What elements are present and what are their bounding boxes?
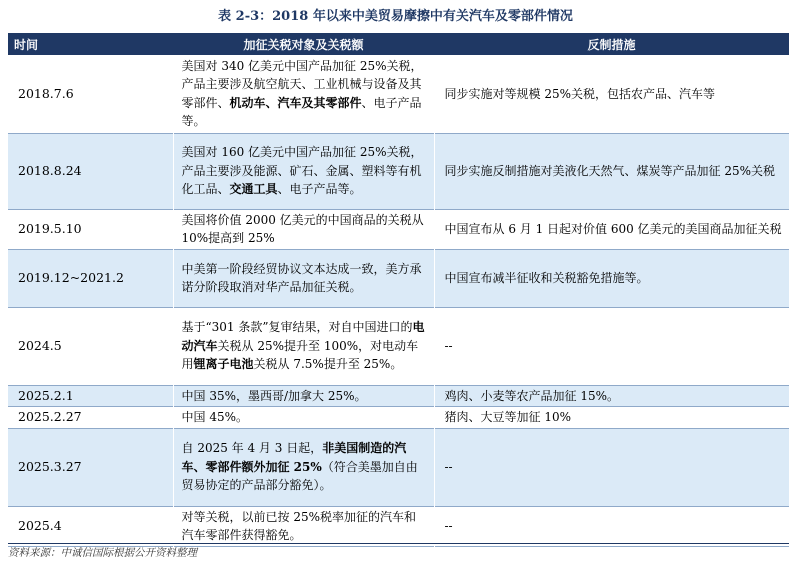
- cell-date: 2025.3.27: [8, 428, 173, 506]
- cell-date: 2019.12~2021.2: [8, 249, 173, 307]
- cell-date: 2025.2.27: [8, 407, 173, 429]
- cell-measure: [173, 133, 434, 209]
- measure-text: 美国对 340 亿美元中国产品加征 25%关税，产品主要涉及航空航天、工业机械与设备及其零部件、: [181, 58, 423, 110]
- cell-countermeasure: 同步实施反制措施对美液化天然气、煤炭等产品加征 25%关税: [434, 133, 789, 209]
- cell-measure: [173, 428, 434, 506]
- cell-date: 2018.7.6: [8, 55, 173, 133]
- table-row: [8, 385, 789, 407]
- measure-emphasis: 交通工具: [229, 182, 278, 197]
- cell-date: 2018.8.24: [8, 133, 173, 209]
- cell-measure: [173, 506, 434, 546]
- table-row: [8, 55, 789, 133]
- measure-emphasis: 锂离子电池: [193, 357, 254, 372]
- cell-measure: [173, 209, 434, 249]
- cell-countermeasure: --: [444, 338, 453, 353]
- measure-text: 美国将价值 2000 亿美元的中国商品的关税从 10%提高到 25%: [181, 212, 424, 245]
- table-row: [8, 249, 789, 307]
- header-countermeasure: 反制措施: [587, 37, 636, 52]
- measure-text: 自 2025 年 4 月 3 日起，: [181, 441, 323, 456]
- table-row: [8, 428, 789, 506]
- cell-countermeasure: 中国宣布从 6 月 1 日起对价值 600 亿美元的美国商品加征关税: [444, 221, 782, 236]
- measure-text: 中国 35%，墨西哥/加拿大 25%。: [181, 388, 367, 403]
- measure-text: 对等关税，以前已按 25%税率加征的汽车和汽车零部件获得豁免。: [181, 509, 416, 542]
- cell-date: 2025.4: [8, 506, 173, 546]
- cell-countermeasure: 同步实施对等规模 25%关税，包括农产品、汽车等: [444, 86, 715, 101]
- cell-measure: [173, 307, 434, 385]
- cell-countermeasure: 中国宣布减半征收和关税豁免措施等。: [434, 249, 789, 307]
- source-note: 资料来源：中诚信国际根据公开资料整理: [8, 547, 197, 559]
- measure-text: （符合美墨加自由贸易协定的产品部分豁免）。: [181, 459, 418, 493]
- table-row: [8, 133, 789, 209]
- measure-text: 、电子产品等。: [181, 95, 422, 129]
- cell-countermeasure: --: [434, 428, 789, 506]
- measure-text: 、电子产品等。: [277, 182, 362, 197]
- cell-date: 2019.5.10: [8, 209, 173, 249]
- table-row: [8, 307, 789, 385]
- measure-text: 中国 45%。: [181, 410, 248, 424]
- table-row: [8, 209, 789, 249]
- cell-measure: [173, 249, 434, 307]
- measure-text: 中美第一阶段经贸协议文本达成一致，美方承诺分阶段取消对华产品加征关税。: [181, 261, 422, 294]
- measure-text: 关税从 7.5%提升至 25%。: [253, 357, 403, 372]
- measure-text: 美国对 160 亿美元中国产品加征 25%关税，产品主要涉及能源、矿石、金属、塑料等有机化工品、: [181, 145, 423, 197]
- tariff-table: [8, 33, 789, 547]
- table-row: [8, 506, 789, 546]
- cell-date: 2025.2.1: [8, 385, 173, 407]
- table-header-row: [8, 33, 789, 55]
- header-date: 时间: [14, 37, 39, 52]
- measure-text: 关税从 25%提升至 100%，对电动车用: [181, 338, 419, 372]
- measure-emphasis: 非美国制造的汽车、零部件额外加征 25%: [181, 441, 407, 474]
- cell-measure: [173, 407, 434, 429]
- table-title: 表 2-3：2018 年以来中美贸易摩擦中有关汽车及零部件情况: [218, 9, 573, 24]
- table-row: [8, 407, 789, 429]
- cell-countermeasure: 猪肉、大豆等加征 10%: [444, 410, 571, 424]
- measure-text: 基于“301 条款”复审结果，对自中国进口的: [181, 320, 413, 335]
- cell-measure: [173, 385, 434, 407]
- cell-countermeasure: --: [444, 518, 453, 533]
- cell-date: 2024.5: [8, 307, 173, 385]
- table-bottom-rule: [8, 543, 789, 544]
- measure-emphasis: 机动车、汽车及其零部件: [229, 95, 362, 110]
- header-measure: 加征关税对象及关税额: [243, 37, 364, 52]
- cell-countermeasure: 鸡肉、小麦等农产品加征 15%。: [434, 385, 789, 407]
- measure-emphasis: 电动汽车: [181, 320, 425, 353]
- cell-measure: [173, 55, 434, 133]
